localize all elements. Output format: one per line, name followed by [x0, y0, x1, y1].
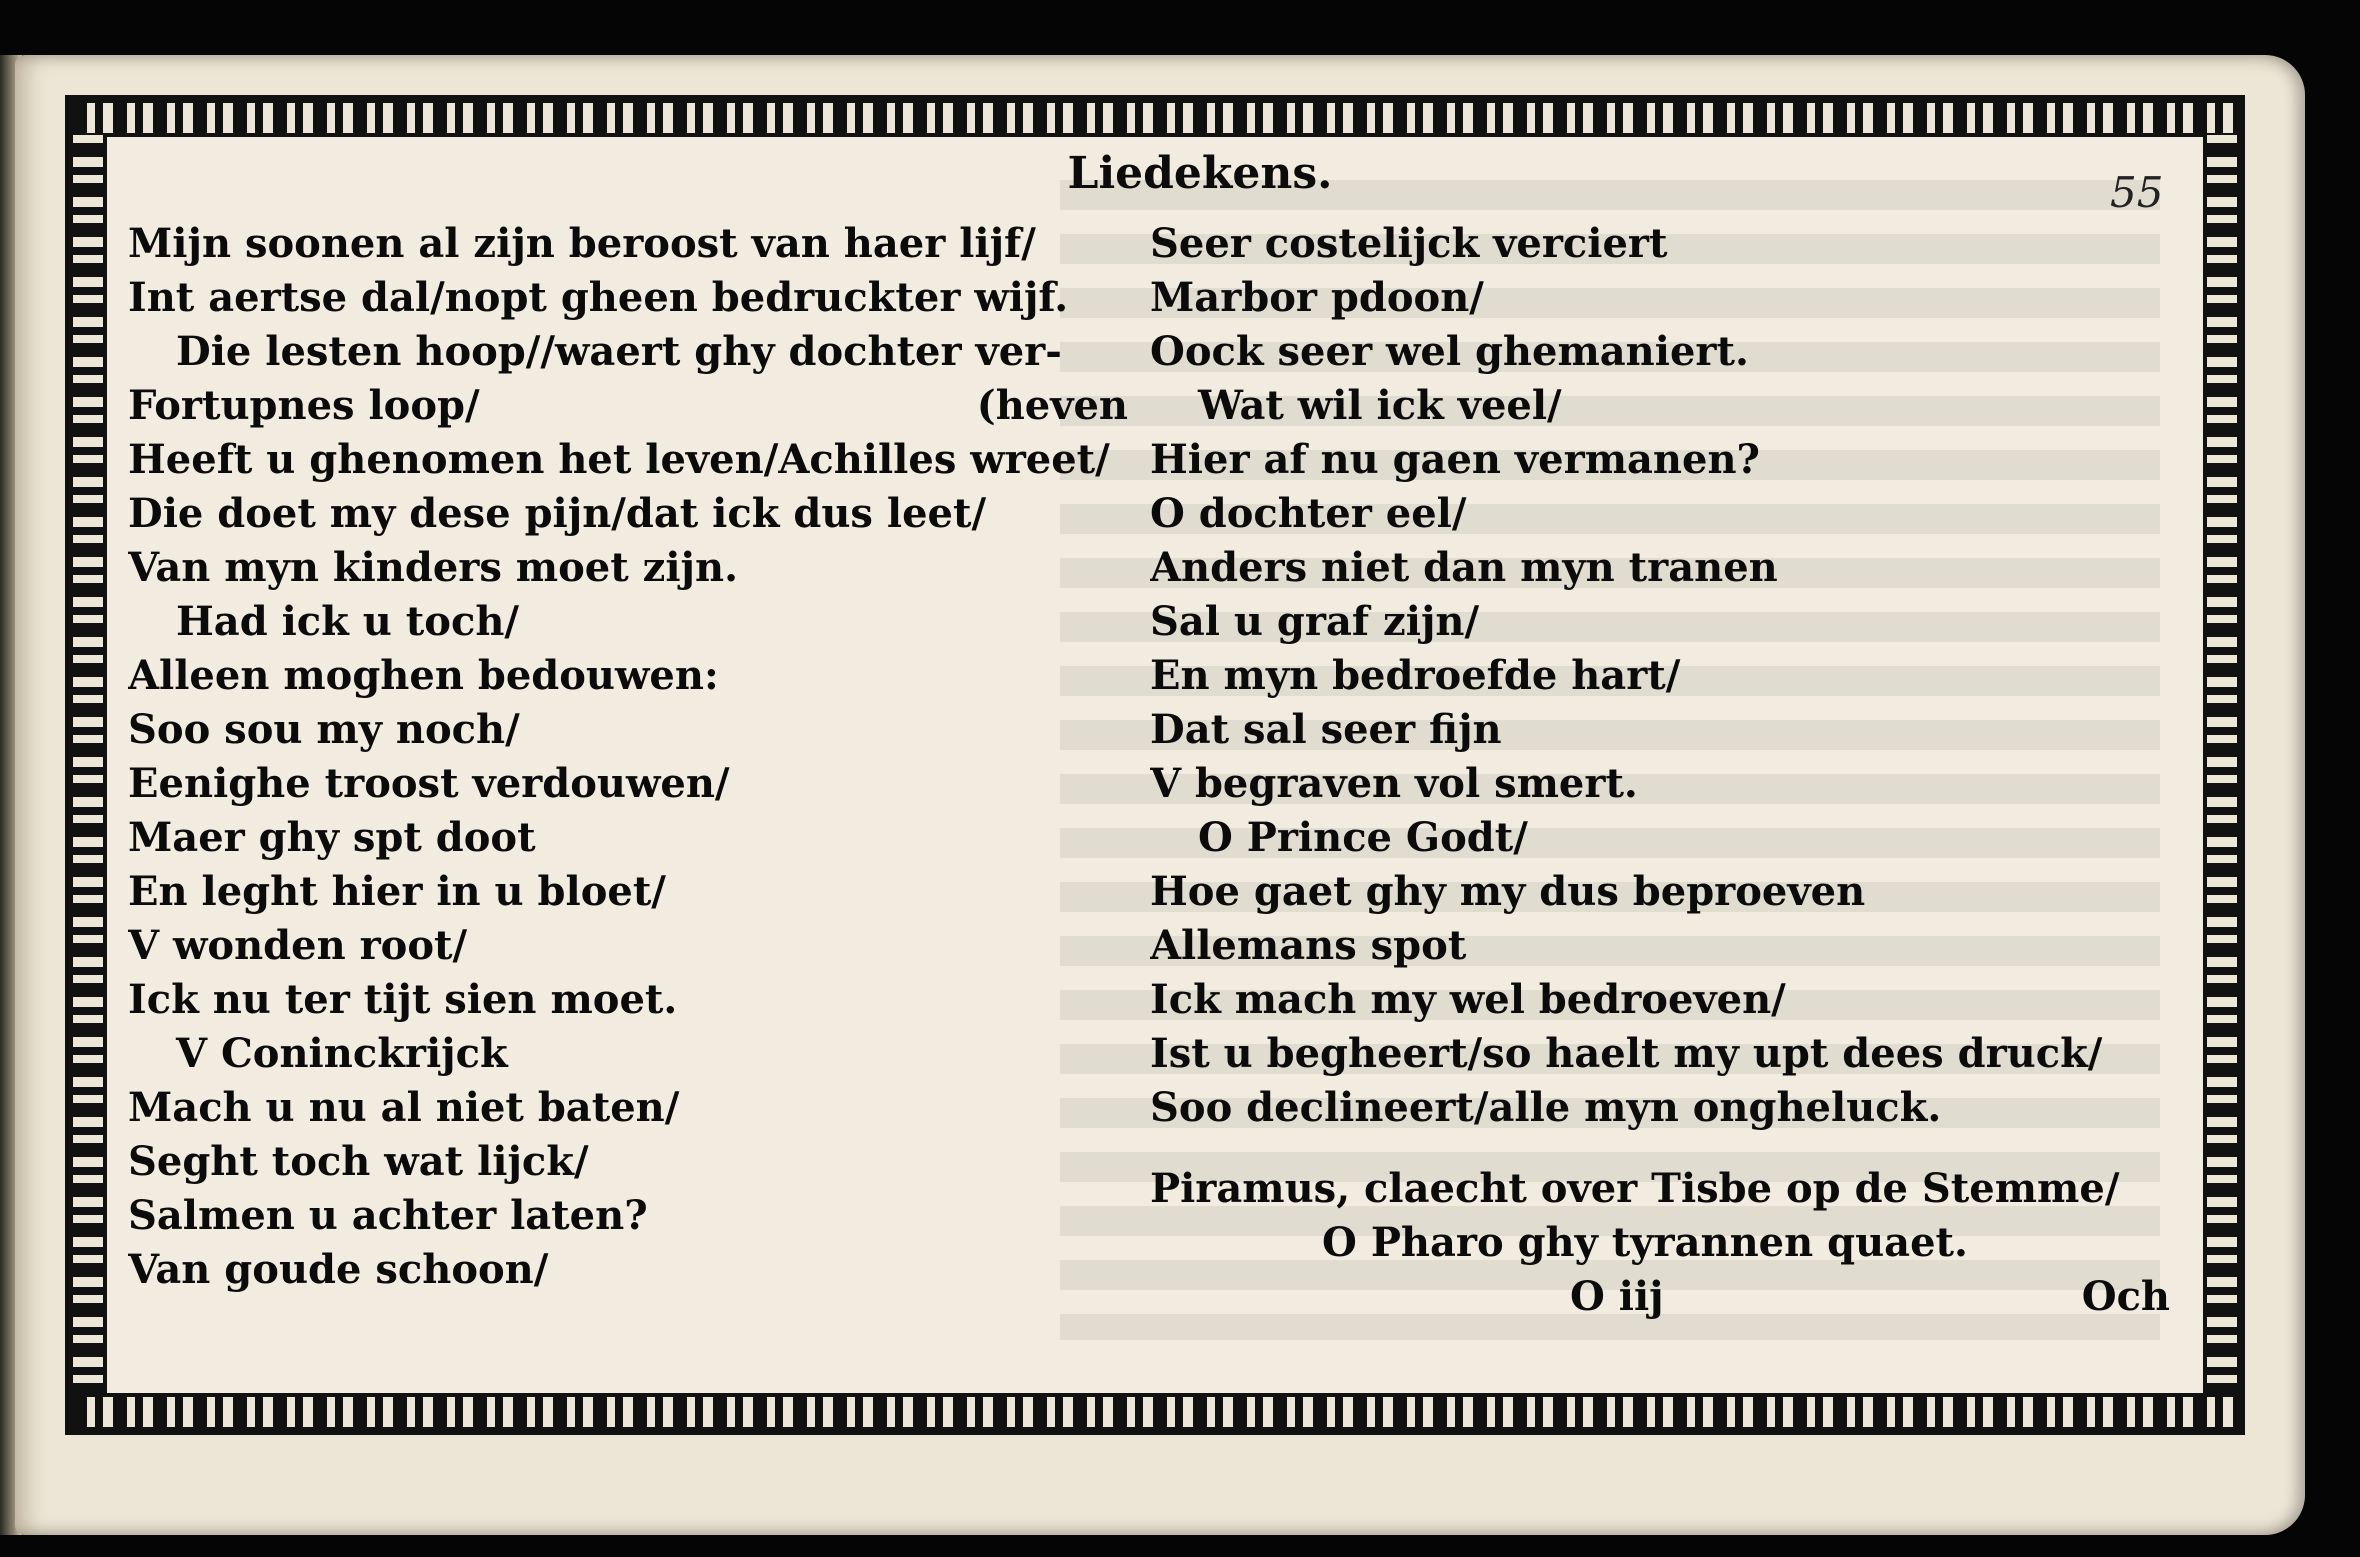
signature-mark: O iij	[1570, 1273, 1664, 1320]
verse-line: Marbor pdoon/	[1150, 274, 1484, 321]
verse-line: O Prince Godt/	[1198, 814, 1528, 861]
stanza-gap	[1150, 1135, 2180, 1162]
verse-line: Sal u graf zijn/	[1150, 598, 1480, 645]
verse-line: Wat wil ick veel/	[1198, 382, 1562, 429]
verse-line-turnover: (heven	[976, 382, 1128, 429]
verse-line: Mijn soonen al zijn beroost van haer lijf/	[128, 220, 1036, 267]
page-number: 55	[2110, 168, 2164, 217]
verse-line: En leght hier in u bloet/	[128, 868, 666, 915]
verse-line: Salmen u achter laten?	[128, 1192, 648, 1239]
catchword: Och	[2081, 1273, 2170, 1320]
ornamental-border-right	[2207, 133, 2237, 1397]
verse-line: V wonden root/	[128, 922, 468, 969]
verse-line: Oock seer wel ghemaniert.	[1150, 328, 1749, 375]
left-column	[128, 217, 1128, 1297]
verse-line: Die doet my dese pijn/dat ick dus leet/	[128, 490, 987, 537]
verse-line: Soo declineert/alle myn ongheluck.	[1150, 1084, 1942, 1131]
verse-line: V begraven vol smert.	[1150, 760, 1638, 807]
section-heading: Piramus, claecht over Tisbe op de Stemme/	[1150, 1165, 2120, 1212]
verse-line: Van myn kinders moet zijn.	[128, 544, 739, 591]
ornamental-border-top	[73, 103, 2237, 133]
verse-line: Ist u begheert/so haelt my upt dees druck/	[1150, 1030, 2103, 1077]
verse-line: Had ick u toch/	[176, 598, 520, 645]
verse-line: Seer costelijck verciert	[1150, 220, 1668, 267]
verse-line: En myn bedroefde hart/	[1150, 652, 1681, 699]
verse-line: Int aertse dal/nopt gheen bedruckter wijf.	[128, 274, 1069, 321]
right-column	[1150, 217, 2180, 1324]
verse-line: Anders niet dan myn tranen	[1150, 544, 1778, 591]
verse-line: Alleen moghen bedouwen:	[128, 652, 719, 699]
section-first-line: O Pharo ghy tyrannen quaet.	[1322, 1219, 1968, 1266]
verse-line: Maer ghy spt doot	[128, 814, 536, 861]
ornamental-border-left	[73, 133, 103, 1397]
verse-line: V Coninckrijck	[176, 1030, 508, 1077]
verse-line: Hier af nu gaen vermanen?	[1150, 436, 1760, 483]
verse-line: Ick nu ter tijt sien moet.	[128, 976, 678, 1023]
verse-line: Hoe gaet ghy my dus beproeven	[1150, 868, 1866, 915]
verse-line: Mach u nu al niet baten/	[128, 1084, 680, 1131]
verse-line: Dat sal seer fijn	[1150, 706, 1502, 753]
verse-line: O dochter eel/	[1150, 490, 1467, 537]
verse-line: Eenighe troost verdouwen/	[128, 760, 730, 807]
verse-line: Die lesten hoop//waert ghy dochter ver-	[176, 328, 1062, 375]
verse-line: Soo sou my noch/	[128, 706, 520, 753]
verse-line: Heeft u ghenomen het leven/Achilles wreet/	[128, 436, 1110, 483]
page-footer-line	[1150, 1270, 2180, 1324]
verse-line-main: Fortupnes loop/	[128, 382, 480, 429]
verse-line: Ick mach my wel bedroeven/	[1150, 976, 1786, 1023]
verse-line: Seght toch wat lijck/	[128, 1138, 589, 1185]
verse-line: Allemans spot	[1150, 922, 1467, 969]
running-head: Liedekens.	[1067, 148, 1333, 199]
verse-line	[128, 379, 1128, 433]
ornamental-border-bottom	[73, 1397, 2237, 1427]
verse-line: Van goude schoon/	[128, 1246, 549, 1293]
